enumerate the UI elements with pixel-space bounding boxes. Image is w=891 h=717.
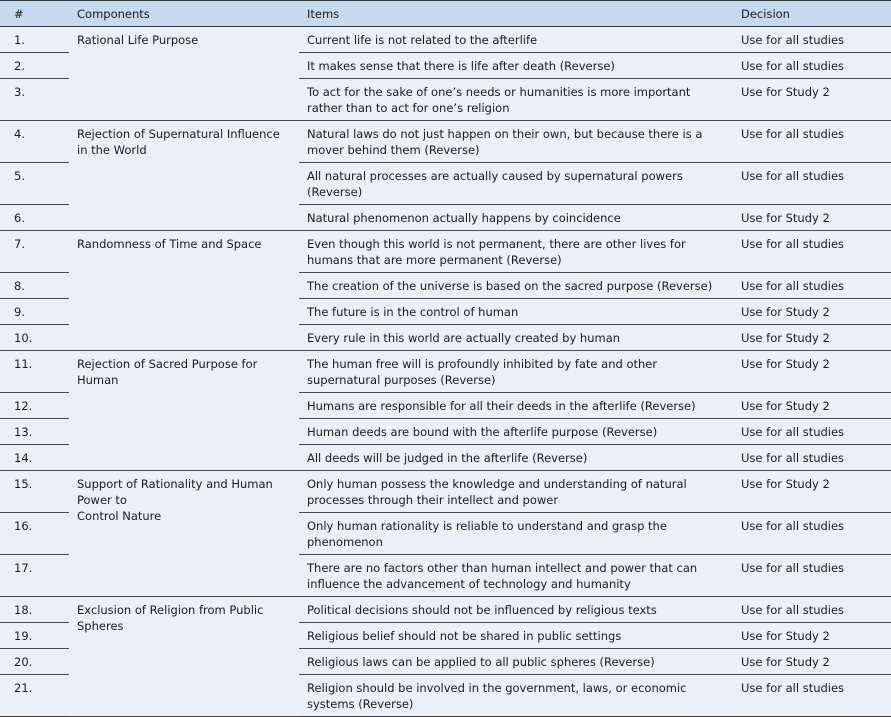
- item-text: The future is in the control of human: [299, 299, 733, 325]
- decision-text: Use for Study 2: [733, 299, 891, 325]
- table-row: [0, 231, 891, 273]
- decision-text: Use for all studies: [733, 53, 891, 79]
- decision-text: Use for all studies: [733, 555, 891, 597]
- row-number: 21.: [0, 675, 69, 717]
- item-text: Religion should be involved in the government, laws, or economic systems (Reverse): [299, 675, 733, 717]
- item-text: Religious laws can be applied to all public spheres (Reverse): [299, 649, 733, 675]
- row-number: 16.: [0, 513, 69, 555]
- header-number: #: [0, 1, 69, 27]
- decision-text: Use for all studies: [733, 121, 891, 163]
- item-text: All deeds will be judged in the afterlife (Reverse): [299, 445, 733, 471]
- header-items: Items: [299, 1, 733, 27]
- table-body: [0, 27, 891, 717]
- component-label: Rejection of Sacred Purpose for Human: [69, 351, 299, 471]
- item-text: Natural laws do not just happen on their own, but because there is a mover behind them (Reverse): [299, 121, 733, 163]
- decision-text: Use for all studies: [733, 597, 891, 623]
- row-number: 3.: [0, 79, 69, 121]
- row-number: 13.: [0, 419, 69, 445]
- component-label: Exclusion of Religion from Public Spheres: [69, 597, 299, 717]
- decision-text: Use for all studies: [733, 273, 891, 299]
- component-label: Rejection of Supernatural Influence in the World: [69, 121, 299, 231]
- decision-text: Use for Study 2: [733, 325, 891, 351]
- header-row: [0, 1, 891, 27]
- row-number: 15.: [0, 471, 69, 513]
- row-number: 20.: [0, 649, 69, 675]
- item-text: All natural processes are actually caused by supernatural powers (Reverse): [299, 163, 733, 205]
- row-number: 9.: [0, 299, 69, 325]
- header-decision: Decision: [733, 1, 891, 27]
- table-row: [0, 351, 891, 393]
- component-label: Randomness of Time and Space: [69, 231, 299, 351]
- item-text: Even though this world is not permanent, there are other lives for humans that are more permanent (Reverse): [299, 231, 733, 273]
- decision-text: Use for Study 2: [733, 649, 891, 675]
- component-label: Support of Rationality and Human Power to Control Nature: [69, 471, 299, 597]
- row-number: 10.: [0, 325, 69, 351]
- table-row: [0, 27, 891, 53]
- component-label: Rational Life Purpose: [69, 27, 299, 121]
- item-text: There are no factors other than human intellect and power that can influence the advancement of technology and humanity: [299, 555, 733, 597]
- row-number: 8.: [0, 273, 69, 299]
- row-number: 17.: [0, 555, 69, 597]
- decision-text: Use for Study 2: [733, 623, 891, 649]
- item-text: Only human possess the knowledge and understanding of natural processes through their intellect and power: [299, 471, 733, 513]
- decision-text: Use for Study 2: [733, 205, 891, 231]
- row-number: 6.: [0, 205, 69, 231]
- decision-text: Use for all studies: [733, 231, 891, 273]
- item-text: Humans are responsible for all their deeds in the afterlife (Reverse): [299, 393, 733, 419]
- item-text: Religious belief should not be shared in public settings: [299, 623, 733, 649]
- item-text: Only human rationality is reliable to understand and grasp the phenomenon: [299, 513, 733, 555]
- item-text: The creation of the universe is based on the sacred purpose (Reverse): [299, 273, 733, 299]
- item-text: Natural phenomenon actually happens by coincidence: [299, 205, 733, 231]
- decision-text: Use for Study 2: [733, 471, 891, 513]
- row-number: 4.: [0, 121, 69, 163]
- row-number: 19.: [0, 623, 69, 649]
- table-row: [0, 471, 891, 513]
- decision-text: Use for all studies: [733, 445, 891, 471]
- decision-text: Use for Study 2: [733, 351, 891, 393]
- table-row: [0, 121, 891, 163]
- item-text: To act for the sake of one’s needs or humanities is more important rather than to act for one’s religion: [299, 79, 733, 121]
- decision-text: Use for all studies: [733, 27, 891, 53]
- decision-text: Use for all studies: [733, 513, 891, 555]
- item-text: Current life is not related to the afterlife: [299, 27, 733, 53]
- header-components: Components: [69, 1, 299, 27]
- decision-text: Use for Study 2: [733, 79, 891, 121]
- decision-text: Use for all studies: [733, 419, 891, 445]
- decision-text: Use for all studies: [733, 675, 891, 717]
- row-number: 1.: [0, 27, 69, 53]
- decision-text: Use for Study 2: [733, 393, 891, 419]
- row-number: 2.: [0, 53, 69, 79]
- item-text: The human free will is profoundly inhibited by fate and other supernatural purposes (Reverse): [299, 351, 733, 393]
- item-text: It makes sense that there is life after death (Reverse): [299, 53, 733, 79]
- row-number: 11.: [0, 351, 69, 393]
- row-number: 18.: [0, 597, 69, 623]
- decision-text: Use for all studies: [733, 163, 891, 205]
- item-text: Every rule in this world are actually created by human: [299, 325, 733, 351]
- table-row: [0, 597, 891, 623]
- row-number: 5.: [0, 163, 69, 205]
- item-text: Political decisions should not be influenced by religious texts: [299, 597, 733, 623]
- row-number: 14.: [0, 445, 69, 471]
- row-number: 12.: [0, 393, 69, 419]
- item-text: Human deeds are bound with the afterlife purpose (Reverse): [299, 419, 733, 445]
- row-number: 7.: [0, 231, 69, 273]
